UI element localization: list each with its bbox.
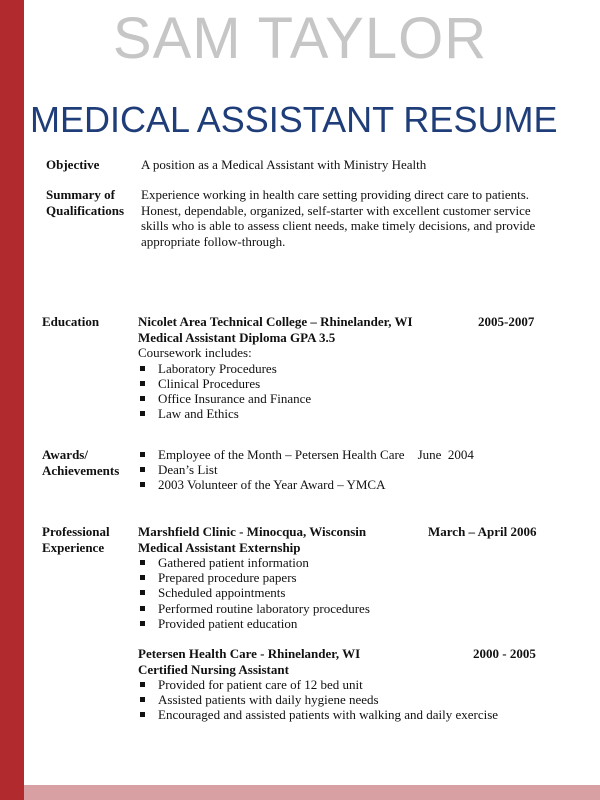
resume-title: MEDICAL ASSISTANT RESUME — [30, 99, 558, 140]
candidate-name: SAM TAYLOR — [112, 6, 488, 71]
awards-label-line-2: Achievements — [42, 463, 120, 478]
summary-line: skills who is able to assess client needs, make timely decisions, and provide — [141, 218, 536, 233]
summary-line: appropriate follow-through. — [141, 233, 286, 249]
awards-list — [138, 447, 474, 493]
list-item: Employee of the Month – Petersen Health Care June 2004 — [138, 447, 474, 462]
summary-line: Experience working in health care setting providing direct care to patients. — [141, 187, 530, 202]
list-item: Laboratory Procedures — [138, 361, 538, 376]
job-dates: 2000 - 2005 — [473, 646, 536, 661]
education-school: Nicolet Area Technical College – Rhinelander, WI — [138, 314, 413, 329]
objective-text: A position as a Medical Assistant with Ministry Health — [141, 157, 427, 172]
list-item: Dean’s List — [138, 462, 474, 477]
summary-line: Honest, dependable, organized, self-starter with excellent customer service — [141, 202, 531, 218]
experience-label-line-1: Professional — [42, 524, 110, 539]
job-role: Certified Nursing Assistant — [138, 661, 289, 677]
job-duties — [138, 555, 548, 631]
education-dates: 2005-2007 — [478, 314, 535, 329]
bottom-accent-bar — [24, 785, 600, 800]
list-item: Office Insurance and Finance — [138, 391, 538, 406]
objective-label: Objective — [46, 157, 100, 172]
list-item: Clinical Procedures — [138, 376, 538, 391]
left-accent-bar — [0, 0, 24, 800]
job-employer: Petersen Health Care - Rhinelander, WI — [138, 646, 361, 661]
education-section — [138, 314, 538, 421]
list-item: Scheduled appointments — [138, 585, 548, 600]
summary-text — [141, 187, 535, 249]
job-employer-row — [138, 524, 548, 540]
summary-label-line-1: Summary of — [46, 187, 115, 202]
summary-label-line-2: Qualifications — [46, 203, 125, 218]
experience-label — [42, 524, 110, 556]
list-item: Prepared procedure papers — [138, 570, 548, 585]
job-duties — [138, 677, 548, 723]
awards-section — [138, 447, 474, 493]
education-school-row — [138, 314, 538, 330]
coursework-list — [138, 361, 538, 422]
list-item: Assisted patients with daily hygiene needs — [138, 692, 548, 707]
list-item: Law and Ethics — [138, 406, 538, 421]
list-item: Performed routine laboratory procedures — [138, 601, 548, 616]
job-role: Medical Assistant Externship — [138, 539, 301, 555]
list-item: 2003 Volunteer of the Year Award – YMCA — [138, 477, 474, 492]
job-dates: March – April 2006 — [428, 524, 537, 539]
job-employer: Marshfield Clinic - Minocqua, Wisconsin — [138, 524, 367, 539]
summary-label — [46, 187, 124, 219]
awards-label-line-1: Awards/ — [42, 447, 88, 462]
list-item: Provided patient education — [138, 616, 548, 631]
awards-label — [42, 447, 119, 479]
experience-label-line-2: Experience — [42, 540, 105, 555]
list-item: Encouraged and assisted patients with walking and daily exercise — [138, 707, 548, 722]
list-item: Gathered patient information — [138, 555, 548, 570]
experience-job-2 — [138, 646, 548, 723]
education-label: Education — [42, 314, 100, 329]
experience-job-1 — [138, 524, 548, 631]
coursework-intro: Coursework includes: — [138, 345, 252, 360]
education-diploma: Medical Assistant Diploma GPA 3.5 — [138, 329, 336, 345]
job-employer-row — [138, 646, 548, 662]
list-item: Provided for patient care of 12 bed unit — [138, 677, 548, 692]
